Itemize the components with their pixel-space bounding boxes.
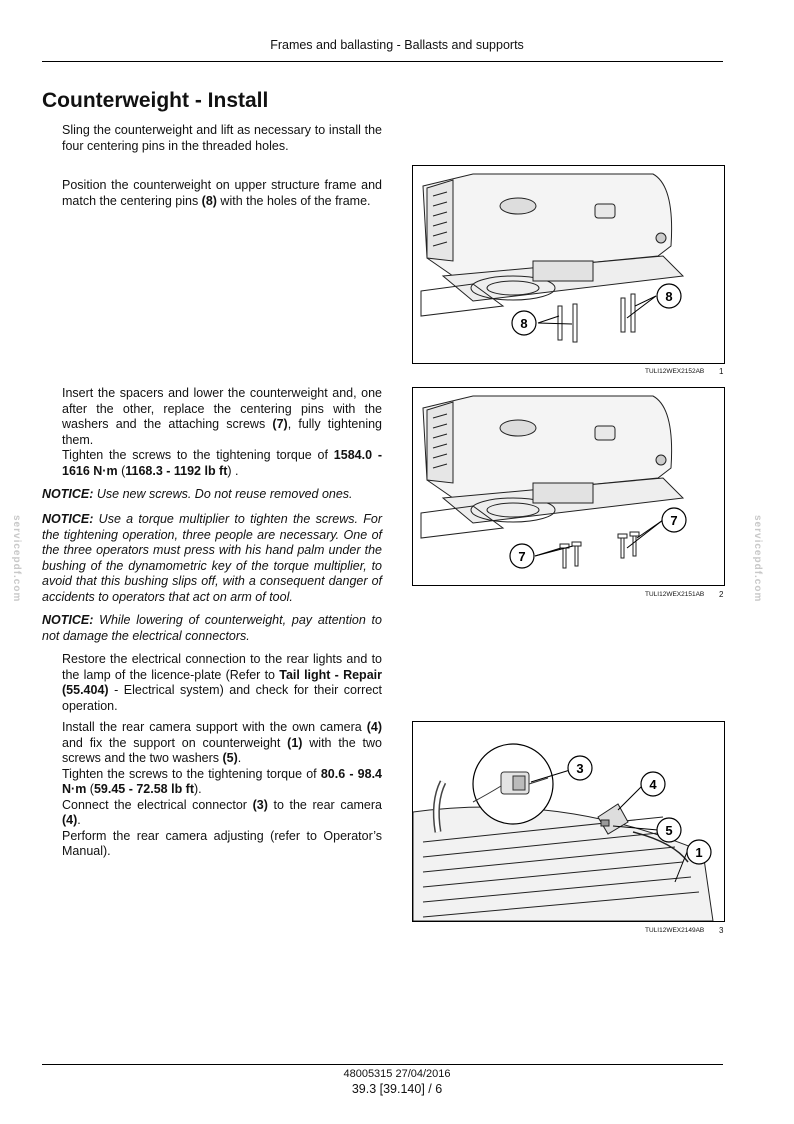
step-paragraph-2 [62, 178, 382, 209]
callout-ref: (4) [366, 720, 382, 734]
callout-ref: (5) [222, 751, 238, 765]
callout-ref: (1) [287, 735, 303, 750]
notice-2 [42, 512, 382, 605]
figure-1-number: 1 [719, 367, 724, 376]
figure-3-code: TULI12WEX2149AB [645, 927, 705, 934]
callout-5: 5 [665, 823, 673, 838]
text: ( [86, 782, 94, 796]
notice-text: Use new screws. Do not reuse removed ones. [93, 487, 353, 501]
text: and fix the support on counterweight [62, 735, 288, 750]
figure-1-drawing [413, 166, 724, 363]
figure-2-drawing [413, 388, 724, 585]
callout-3: 3 [576, 761, 584, 776]
page-header: Frames and ballasting - Ballasts and supports [270, 38, 524, 52]
figure-3-rear-camera [412, 721, 725, 922]
notice-text: While lowering of counterweight, pay attention to not damage the electrical connectors. [42, 613, 382, 643]
text: Tighten the screws to the tightening torque of [62, 448, 334, 462]
text: with the holes of the frame. [216, 193, 371, 208]
page-title: Counterweight - Install [42, 89, 269, 112]
figure-1-counterweight-pins [412, 165, 725, 364]
text: ) . [227, 463, 239, 478]
notice-label: NOTICE: [42, 512, 94, 526]
text: ). [194, 782, 202, 796]
callout-1: 1 [695, 845, 703, 860]
figure-3-number: 3 [719, 926, 724, 935]
step-paragraph-5 [62, 652, 382, 714]
notice-1 [42, 487, 382, 503]
text: Install the rear camera support with the own camera [62, 720, 367, 734]
torque-value: 80.6 - 98.4 N·m [62, 766, 382, 796]
step-paragraph-3 [62, 386, 382, 479]
notice-3 [42, 613, 382, 644]
text: . [237, 751, 242, 765]
callout-ref: (4) [62, 813, 78, 827]
notice-text: Use a torque multiplier to tighten the screws. For the tightening operation, three people are necessary. One of the three operators must press with his hand palm under the bushing of the dynamometric key of the torque multiplier, to avoid that this bushing slips off, with a consequent danger of accidents to operators that act on arm of tool. [42, 512, 382, 604]
figure-2-counterweight-screws [412, 387, 725, 586]
cross-reference-link[interactable]: Tail light - Repair (55.404) [62, 667, 382, 697]
text: Connect the electrical connector [62, 797, 253, 812]
text: ( [117, 463, 126, 478]
figure-3-drawing [413, 722, 724, 921]
footer-rule [42, 1064, 723, 1065]
callout-8b: 8 [665, 289, 673, 304]
footer-page-number: 39.3 [39.140] / 6 [351, 1082, 443, 1096]
text: , fully tightening them. [62, 417, 382, 447]
callout-7a: 7 [518, 549, 526, 564]
watermark-left: servicepdf.com [11, 515, 22, 603]
figure-1-code: TULI12WEX2152AB [645, 368, 705, 375]
text: Restore the electrical connection to the rear lights and to the lamp of the licence-plate (Refer to [62, 652, 382, 682]
notice-label: NOTICE: [42, 487, 94, 501]
callout-8a: 8 [520, 316, 528, 331]
callout-7b: 7 [670, 513, 678, 528]
step-paragraph-6 [62, 720, 382, 860]
text: . [77, 813, 81, 827]
torque-value: 1584.0 - 1616 N·m [62, 448, 382, 478]
header-rule [42, 61, 723, 62]
callout-ref: (8) [201, 193, 217, 208]
callout-4: 4 [649, 777, 657, 792]
text: Insert the spacers and lower the counterweight and, one after the other, replace the centering pins with the washers and the attaching screws [62, 386, 382, 431]
text: Tighten the screws to the tightening torque of [62, 766, 321, 781]
watermark-right: servicepdf.com [752, 515, 763, 603]
notice-label: NOTICE: [42, 613, 94, 627]
callout-ref: (7) [272, 417, 288, 431]
footer-doc-date: 48005315 27/04/2016 [343, 1068, 451, 1080]
torque-value-imperial: 1168.3 - 1192 lb ft [125, 463, 228, 478]
text: - Electrical system) and check for their correct operation. [62, 683, 382, 713]
figure-2-number: 2 [719, 590, 724, 599]
text: Perform the rear camera adjusting (refer to Operator’s Manual). [62, 828, 382, 858]
step-paragraph-1: Sling the counterweight and lift as necessary to install the four centering pins in the threaded holes. [62, 123, 382, 153]
text: Position the counterweight on upper structure frame and match the centering pins [62, 178, 382, 208]
callout-ref: (3) [252, 797, 268, 812]
text: to the rear camera [267, 797, 382, 812]
torque-value-imperial: 59.45 - 72.58 lb ft [93, 782, 195, 796]
figure-2-code: TULI12WEX2151AB [645, 591, 705, 598]
text: with the two screws and the two washers [62, 735, 382, 765]
